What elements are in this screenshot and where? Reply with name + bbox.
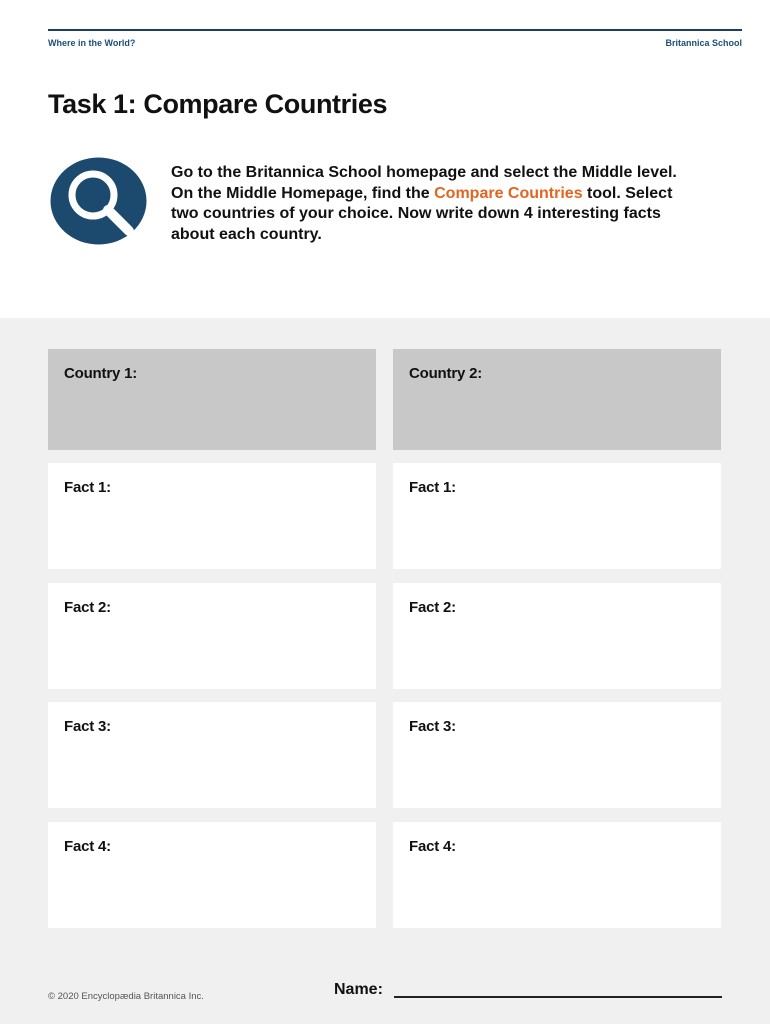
fact-label: Fact 4: [409,838,456,855]
fact-label: Fact 4: [64,838,111,855]
name-label: Name: [334,981,383,998]
country-2-label: Country 2: [409,365,483,382]
country-2-box[interactable] [393,349,721,450]
country-1-fact-3-box[interactable] [48,702,376,808]
country-2-fact-3-box[interactable] [393,702,721,808]
country-1-fact-4-box[interactable] [48,822,376,928]
fact-label: Fact 1: [64,479,111,496]
page-title: Task 1: Compare Countries [48,89,388,119]
country-1-label: Country 1: [64,365,138,382]
fact-label: Fact 3: [409,718,456,735]
country-2-fact-4-box[interactable] [393,822,721,928]
fact-label: Fact 2: [64,599,111,616]
country-1-box[interactable] [48,349,376,450]
country-2-fact-2-box[interactable] [393,583,721,689]
instructions-text-1: Go to the Britannica School homepage and select the Middle level. On the Middle Homepage, find the [171,164,677,202]
magnifying-glass-icon [50,157,147,245]
country-1-fact-2-box[interactable] [48,583,376,689]
fact-label: Fact 2: [409,599,456,616]
country-2-fact-1-box[interactable] [393,463,721,569]
instructions-text-2: tool. Select two countries of your choice. Now write down 4 interesting facts about each country. [171,184,673,243]
header-series-title: Where in the World? [48,38,136,48]
task-instructions [171,163,691,245]
fact-label: Fact 3: [64,718,111,735]
copyright-notice: © 2020 Encyclopædia Britannica Inc. [48,991,204,1002]
compare-countries-link: Compare Countries [434,184,583,202]
name-field[interactable] [394,996,722,998]
header-rule [48,29,742,31]
country-1-fact-1-box[interactable] [48,463,376,569]
header-brand: Britannica School [665,38,742,48]
fact-label: Fact 1: [409,479,456,496]
